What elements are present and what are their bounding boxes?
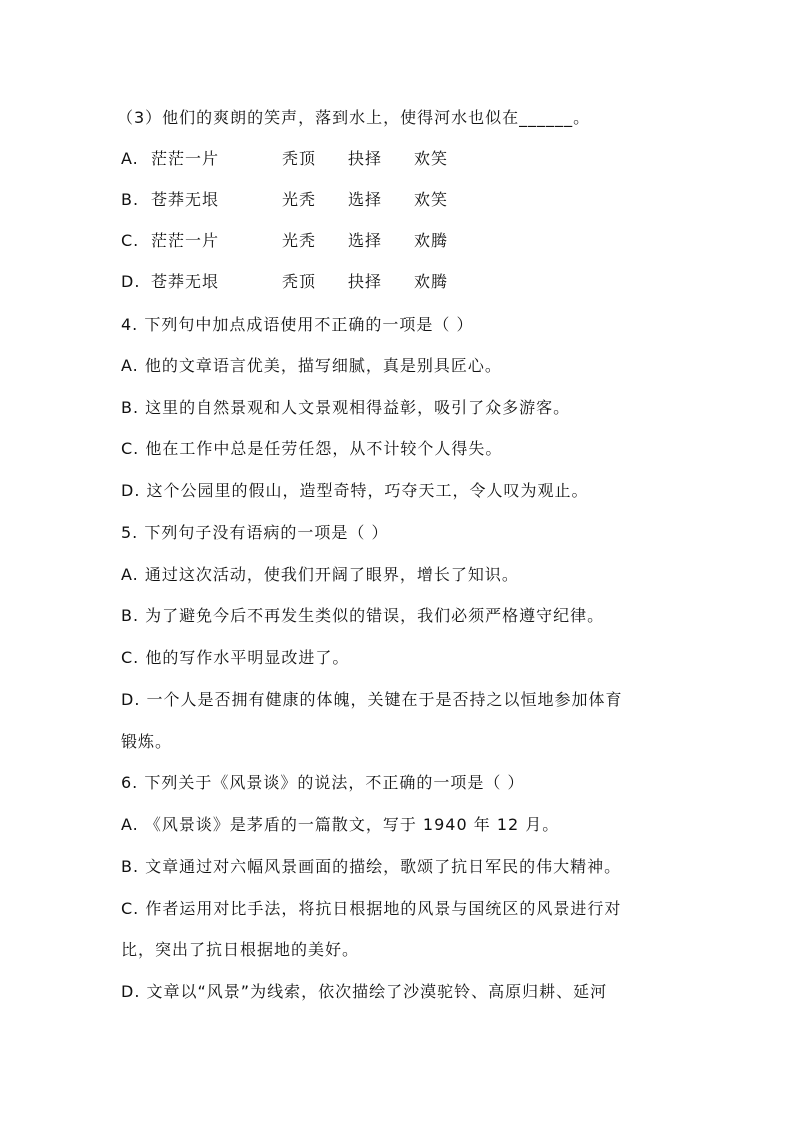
option-word: 秃顶 <box>282 149 317 168</box>
option-word: 选择 <box>348 190 383 209</box>
q3-option-d <box>121 271 474 293</box>
q5-option-a: A. 通过这次活动，使我们开阔了眼界，增长了知识。 <box>121 565 519 584</box>
option-label: D. <box>121 272 141 291</box>
option-label: A. <box>121 149 139 168</box>
option-word: 抉择 <box>348 272 383 291</box>
q4-option-a: A. 他的文章语言优美，描写细腻，真是别具匠心。 <box>121 356 502 375</box>
q3-option-b <box>121 189 474 211</box>
option-word: 光秃 <box>282 231 317 250</box>
q6-option-c: C. 作者运用对比手法，将抗日根据地的风景与国统区的风景进行对 <box>121 899 622 918</box>
q6-option-c-continued: 比，突出了抗日根据地的美好。 <box>121 940 360 959</box>
option-word: 欢笑 <box>414 190 449 209</box>
q5-option-c: C. 他的写作水平明显改进了。 <box>121 648 350 667</box>
q6-option-b: B. 文章通过对六幅风景画面的描绘，歌颂了抗日军民的伟大精神。 <box>121 857 622 876</box>
option-word: 苍莽无垠 <box>151 272 220 291</box>
option-word: 茫茫一片 <box>151 149 220 168</box>
q4-stem: 4. 下列句中加点成语使用不正确的一项是（ ） <box>121 315 474 334</box>
q6-option-d: D. 文章以“风景”为线索，依次描绘了沙漠驼铃、高原归耕、延河 <box>121 982 608 1001</box>
q6-stem: 6. 下列关于《风景谈》的说法，不正确的一项是（ ） <box>121 773 525 792</box>
option-word: 光秃 <box>282 190 317 209</box>
option-word: 秃顶 <box>282 272 317 291</box>
q6-option-a: A. 《风景谈》是茅盾的一篇散文，写于 1940 年 12 月。 <box>121 815 560 834</box>
q3-option-c <box>121 230 474 252</box>
option-word: 苍莽无垠 <box>151 190 220 209</box>
q3-option-a <box>121 148 474 170</box>
option-word: 抉择 <box>348 149 383 168</box>
q4-option-d: D. 这个公园里的假山，造型奇特，巧夺天工，令人叹为观止。 <box>121 481 589 500</box>
option-word: 欢腾 <box>414 272 449 291</box>
option-word: 选择 <box>348 231 383 250</box>
option-label: B. <box>121 190 140 209</box>
q4-option-b: B. 这里的自然景观和人文景观相得益彰，吸引了众多游客。 <box>121 398 571 417</box>
q3-stem: （3）他们的爽朗的笑声，落到水上，使得河水也似在______。 <box>117 108 591 127</box>
q5-stem: 5. 下列句子没有语病的一项是（ ） <box>121 523 389 542</box>
q4-option-c: C. 他在工作中总是任劳任怨，从不计较个人得失。 <box>121 439 503 458</box>
q5-option-d-continued: 锻炼。 <box>121 732 173 751</box>
option-word: 欢笑 <box>414 149 449 168</box>
q5-option-d: D. 一个人是否拥有健康的体魄，关键在于是否持之以恒地参加体育 <box>121 690 623 709</box>
option-label: C. <box>121 231 140 250</box>
option-word: 欢腾 <box>414 231 449 250</box>
option-word: 茫茫一片 <box>151 231 220 250</box>
q5-option-b: B. 为了避免今后不再发生类似的错误，我们必须严格遵守纪律。 <box>121 606 605 625</box>
